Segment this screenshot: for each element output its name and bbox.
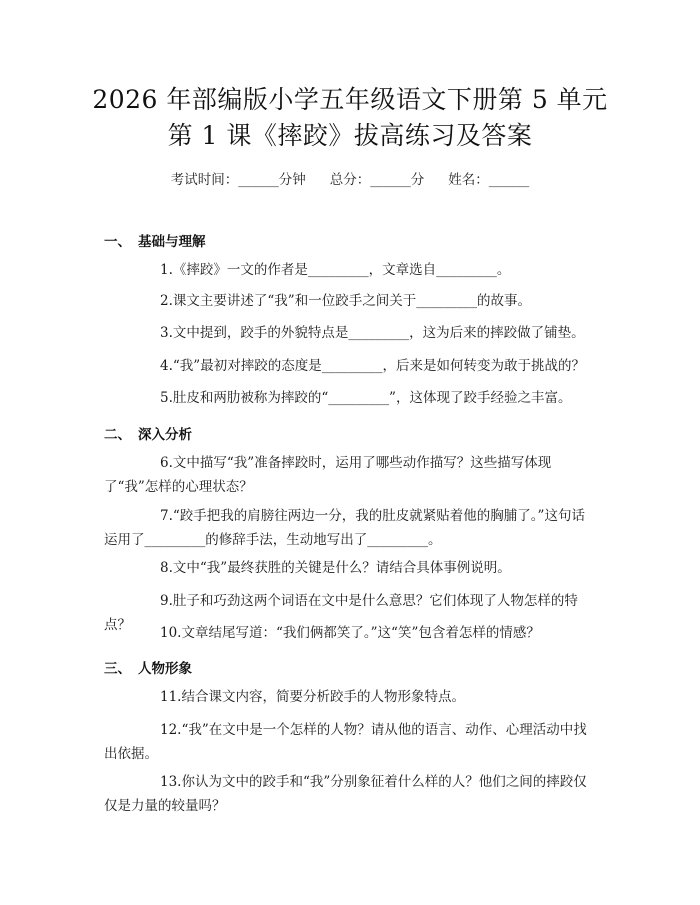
- question-item: [104, 289, 594, 313]
- question-text: “我”最初对摔跤的态度是_________，后来是如何转变为敢于挑战的？: [172, 358, 585, 374]
- question-number: 4.: [160, 358, 173, 374]
- question-number: 1.: [160, 262, 173, 278]
- question-text: 文中提到，跤手的外貌特点是_________，这为后来的摔跤做了铺垫。: [172, 325, 585, 341]
- question-number: 12.: [160, 722, 182, 738]
- section-title: 基础与理解: [138, 234, 206, 250]
- question-item: [104, 258, 594, 282]
- question-text: 肚子和巧劲这两个词语在文中是什么意思？它们体现了人物怎样的特点？: [104, 593, 578, 633]
- document-title-line1: 2026 年部编版小学五年级语文下册第 5 单元: [92, 85, 608, 114]
- question-text: 你认为文中的跤手和“我”分别象征着什么样的人？他们之间的摔跤仅仅是力量的较量吗？: [104, 774, 587, 814]
- question-number: 2.: [160, 293, 173, 309]
- question-item: [104, 770, 594, 818]
- question-number: 7.: [160, 508, 173, 524]
- question-number: 8.: [160, 560, 173, 576]
- question-text: 肚皮和两肋被称为摔跤的“_________”，这体现了跤手经验之丰富。: [172, 390, 572, 406]
- question-item: [104, 504, 594, 552]
- question-number: 6.: [160, 455, 173, 471]
- question-text: 文章结尾写道：“我们俩都笑了。”这“笑”包含着怎样的情感？: [181, 625, 540, 641]
- question-item: [104, 451, 594, 499]
- question-text: 结合课文内容，简要分析跤手的人物形象特点。: [181, 689, 465, 705]
- question-item: [104, 685, 594, 709]
- section-heading: [104, 423, 192, 443]
- section-number: 一、: [104, 234, 131, 250]
- question-item: [104, 718, 594, 766]
- document-title-line2: 第 1 课《摔跤》拔高练习及答案: [167, 121, 533, 150]
- section-title: 人物形象: [138, 661, 192, 677]
- question-text: “我”在文中是一个怎样的人物？请从他的语言、动作、心理活动中找出依据。: [104, 722, 587, 762]
- section-number: 二、: [104, 427, 131, 443]
- exam-time: 考试时间：______分钟: [170, 172, 306, 188]
- question-text: 文中“我”最终获胜的关键是什么？请结合具体事例说明。: [172, 560, 511, 576]
- question-number: 11.: [160, 689, 182, 705]
- question-number: 10.: [160, 625, 182, 641]
- question-number: 3.: [160, 325, 173, 341]
- question-item: [104, 321, 594, 345]
- exam-meta: [0, 168, 700, 188]
- student-name: 姓名：______: [448, 172, 530, 188]
- question-number: 5.: [160, 390, 173, 406]
- question-text: 文中描写“我”准备摔跤时，运用了哪些动作描写？这些描写体现了“我”怎样的心理状态？: [104, 455, 552, 495]
- question-item: [104, 386, 594, 410]
- question-text: “跤手把我的肩膀往两边一分，我的肚皮就紧贴着他的胸脯了。”这句话运用了_________的修辞手法，生动地写出了_________。: [104, 508, 585, 548]
- section-heading: [104, 230, 206, 250]
- section-heading: [104, 657, 192, 677]
- question-item: [104, 556, 594, 580]
- question-number: 13.: [160, 774, 182, 790]
- question-item: [104, 354, 594, 378]
- question-number: 9.: [160, 593, 173, 609]
- exam-score: 总分：______分: [329, 172, 425, 188]
- question-item: [104, 621, 594, 645]
- section-title: 深入分析: [138, 427, 192, 443]
- section-number: 三、: [104, 661, 131, 677]
- question-text: 课文主要讲述了“我”和一位跤手之间关于_________的故事。: [172, 293, 531, 309]
- question-text: 《摔跤》一文的作者是_________，文章选自_________。: [172, 262, 511, 278]
